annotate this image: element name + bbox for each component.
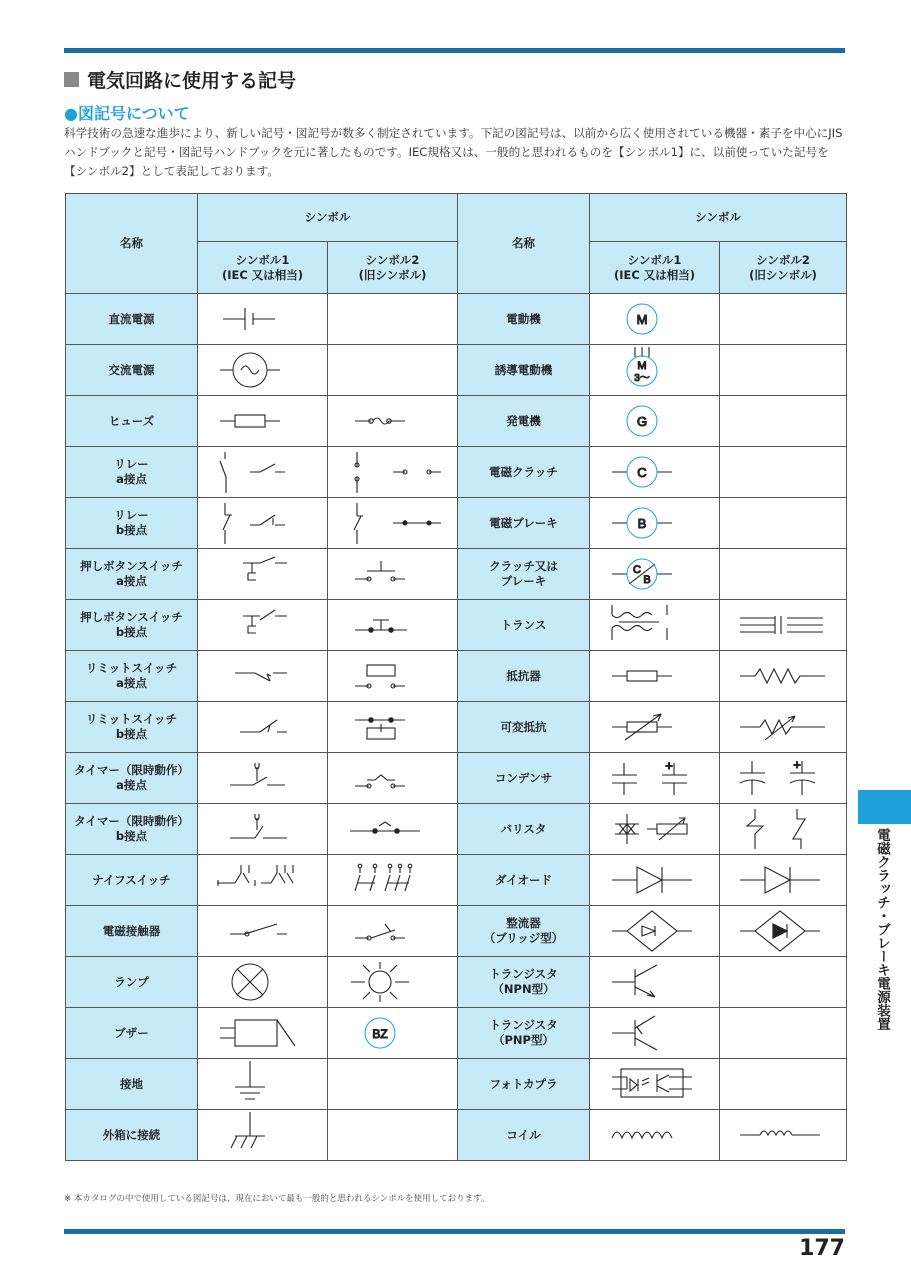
symbol1-cell-right — [590, 498, 720, 549]
table-row — [66, 1110, 847, 1161]
symbol-icon-relayB1 — [215, 498, 311, 548]
symbol-icon-pbB1 — [215, 600, 311, 650]
symbol1-cell-left — [198, 549, 328, 600]
table-row — [66, 396, 847, 447]
table-row — [66, 753, 847, 804]
table-row — [66, 1008, 847, 1059]
symbol-icon-coil2 — [735, 1110, 831, 1160]
symbol-icon-cap1 — [607, 753, 703, 803]
symbol1-cell-left — [198, 1059, 328, 1110]
symbol-icon-lsB1 — [215, 702, 311, 752]
side-tab-label: 電磁クラッチ・ブレーキ電源装置 — [874, 828, 890, 1031]
symbol-letter: BZ — [371, 1027, 388, 1041]
table-row — [66, 957, 847, 1008]
symbol-name-left: 直流電源 — [66, 294, 198, 345]
symbol2-cell-left — [328, 651, 458, 702]
symbol-name-left: 押しボタンスイッチ a接点 — [66, 549, 198, 600]
symbol-icon-diode2 — [735, 855, 831, 905]
header-symbol-left: シンボル — [198, 194, 458, 242]
header-symbol2-left: シンボル2 (旧シンボル) — [328, 242, 458, 294]
symbol-name-left: リミットスイッチ a接点 — [66, 651, 198, 702]
symbol1-cell-right — [590, 804, 720, 855]
symbol1-cell-left — [198, 396, 328, 447]
symbol-letter: B — [637, 516, 646, 531]
symbol-icon-lamp2 — [345, 957, 441, 1007]
symbol2-cell-right — [720, 1110, 847, 1161]
symbol-icon-tmB2 — [345, 804, 441, 854]
header-name-right: 名称 — [458, 194, 590, 294]
symbol-name-right: コイル — [458, 1110, 590, 1161]
symbol-name-left: リミットスイッチ b接点 — [66, 702, 198, 753]
symbol-icon-fuse1 — [215, 396, 311, 446]
symbol-icon-res2 — [735, 651, 831, 701]
symbol-icon-cap2 — [735, 753, 831, 803]
header-symbol-right: シンボル — [590, 194, 847, 242]
symbol-icon-pnp — [607, 1008, 703, 1058]
symbol-icon-coil1 — [607, 1110, 703, 1160]
section-subtitle: ●図記号について — [64, 104, 190, 123]
symbol2-cell-left — [328, 753, 458, 804]
symbol1-cell-left — [198, 651, 328, 702]
symbol2-cell-right — [720, 294, 847, 345]
symbol-name-left: 接地 — [66, 1059, 198, 1110]
symbol2-cell-left — [328, 294, 458, 345]
page-title — [64, 66, 296, 93]
bottom-rule — [64, 1229, 845, 1234]
symbol-table-body — [66, 294, 847, 1161]
symbol-name-left: 交流電源 — [66, 345, 198, 396]
symbol2-cell-left — [328, 1110, 458, 1161]
symbol2-cell-left — [328, 702, 458, 753]
symbol1-cell-right — [590, 651, 720, 702]
symbol-name-right: 誘導電動機 — [458, 345, 590, 396]
symbol1-cell-left — [198, 294, 328, 345]
symbol-icon-relayA2 — [345, 447, 441, 497]
symbol-icon-bridge1 — [607, 906, 703, 956]
symbol2-cell-right — [720, 753, 847, 804]
symbol-name-right: バリスタ — [458, 804, 590, 855]
symbol2-cell-left — [328, 957, 458, 1008]
symbol1-cell-left — [198, 1110, 328, 1161]
symbol-name-left: ナイフスイッチ — [66, 855, 198, 906]
symbol-icon-generator — [607, 396, 703, 446]
symbol1-cell-right — [590, 1110, 720, 1161]
symbol-icon-pbB2 — [345, 600, 441, 650]
symbol-name-left: 押しボタンスイッチ b接点 — [66, 600, 198, 651]
symbol1-cell-right — [590, 753, 720, 804]
symbol-icon-relayA1 — [215, 447, 311, 497]
symbol-icon-buzzer1 — [215, 1008, 311, 1058]
table-row — [66, 294, 847, 345]
symbol-name-right: トランジスタ （NPN型） — [458, 957, 590, 1008]
symbol1-cell-left — [198, 345, 328, 396]
symbol2-cell-left — [328, 855, 458, 906]
symbol-icon-lsA2 — [345, 651, 441, 701]
symbol-name-right: コンデンサ — [458, 753, 590, 804]
symbol2-cell-left — [328, 804, 458, 855]
symbol-icon-tmA1 — [215, 753, 311, 803]
symbol2-cell-left — [328, 600, 458, 651]
symbol-letter: C — [636, 465, 647, 480]
symbol2-cell-right — [720, 804, 847, 855]
symbol-name-left: ヒューズ — [66, 396, 198, 447]
symbol-icon-case1 — [215, 1110, 311, 1160]
symbol-icon-var2 — [735, 804, 831, 854]
symbol-icon-ground1 — [215, 1059, 311, 1109]
symbol-name-left: リレー b接点 — [66, 498, 198, 549]
table-row — [66, 906, 847, 957]
symbol-letter: G — [636, 414, 647, 429]
symbol-icon-lsB2 — [345, 702, 441, 752]
symbol1-cell-right — [590, 294, 720, 345]
symbol1-cell-right — [590, 396, 720, 447]
symbol-icon-pbA1 — [215, 549, 311, 599]
symbol-letter: M — [636, 312, 647, 327]
symbol-name-right: 電磁ブレーキ — [458, 498, 590, 549]
symbol1-cell-right — [590, 855, 720, 906]
page-title-text: 電気回路に使用する記号 — [87, 70, 297, 92]
symbol-icon-induction — [607, 345, 703, 395]
symbol2-cell-left — [328, 906, 458, 957]
symbol-name-right: トランス — [458, 600, 590, 651]
table-row — [66, 345, 847, 396]
symbol2-cell-right — [720, 651, 847, 702]
symbol2-cell-right — [720, 447, 847, 498]
symbol1-cell-left — [198, 753, 328, 804]
symbol-icon-trans2 — [735, 600, 831, 650]
symbol-name-right: 電動機 — [458, 294, 590, 345]
table-row — [66, 498, 847, 549]
symbol1-cell-right — [590, 345, 720, 396]
symbol-icon-bridge2 — [735, 906, 831, 956]
table-row — [66, 702, 847, 753]
symbol1-cell-left — [198, 855, 328, 906]
table-row — [66, 447, 847, 498]
symbol2-cell-right — [720, 855, 847, 906]
symbol2-cell-left — [328, 1059, 458, 1110]
symbol-name-left: ブザー — [66, 1008, 198, 1059]
symbol-icon-vr2 — [735, 702, 831, 752]
symbol2-cell-right — [720, 906, 847, 957]
symbol-icon-relayB2 — [345, 498, 441, 548]
symbol1-cell-left — [198, 804, 328, 855]
symbol-icon-motor — [607, 294, 703, 344]
symbol1-cell-left — [198, 600, 328, 651]
symbol-name-right: トランジスタ （PNP型） — [458, 1008, 590, 1059]
symbol-name-right: 整流器 （ブリッジ型） — [458, 906, 590, 957]
symbol-icon-clutch — [607, 447, 703, 497]
symbol2-cell-right — [720, 549, 847, 600]
symbol-name-left: リレー a接点 — [66, 447, 198, 498]
symbol2-cell-right — [720, 702, 847, 753]
symbol1-cell-right — [590, 549, 720, 600]
symbol-name-right: ダイオード — [458, 855, 590, 906]
symbol-icon-trans1 — [607, 600, 703, 650]
symbol-name-left: ランプ — [66, 957, 198, 1008]
symbol-icon-knife1 — [215, 855, 311, 905]
symbol-name-right: 発電機 — [458, 396, 590, 447]
symbol1-cell-right — [590, 1059, 720, 1110]
symbol1-cell-right — [590, 957, 720, 1008]
symbol-icon-pbA2 — [345, 549, 441, 599]
table-row — [66, 1059, 847, 1110]
square-bullet-icon — [64, 72, 79, 87]
table-row — [66, 855, 847, 906]
symbol2-cell-right — [720, 345, 847, 396]
symbol-icon-tmA2 — [345, 753, 441, 803]
top-rule — [64, 48, 845, 53]
symbol-letter: + — [793, 757, 801, 772]
symbol-icon-var1 — [607, 804, 703, 854]
symbol1-cell-right — [590, 447, 720, 498]
symbol1-cell-right — [590, 702, 720, 753]
table-row — [66, 549, 847, 600]
symbol-name-right: クラッチ又は ブレーキ — [458, 549, 590, 600]
symbol-icon-mc1 — [215, 906, 311, 956]
symbol1-cell-right — [590, 906, 720, 957]
symbol-icon-photo — [607, 1059, 703, 1109]
symbol2-cell-left — [328, 549, 458, 600]
header-symbol1-right: シンボル1 (IEC 又は相当) — [590, 242, 720, 294]
symbol-icon-cb — [607, 549, 703, 599]
symbol1-cell-left — [198, 447, 328, 498]
symbol1-cell-left — [198, 1008, 328, 1059]
footnote: ※ 本カタログの中で使用している図記号は、現在において最も一般的と思われるシンボルを使用しております。 — [64, 1194, 490, 1204]
symbol2-cell-right — [720, 1059, 847, 1110]
symbol1-cell-right — [590, 600, 720, 651]
symbol2-cell-left — [328, 447, 458, 498]
symbol-name-left: タイマー（限時動作） a接点 — [66, 753, 198, 804]
symbol-icon-npn — [607, 957, 703, 1007]
symbol1-cell-left — [198, 906, 328, 957]
symbol-icon-fuse2 — [345, 396, 441, 446]
intro-paragraph: 科学技術の急速な進歩により、新しい記号・図記号が数多く制定されています。下記の図記号は、以前から広く使用されている機器・素子を中心にJISハンドブックと記号・図記号ハンドブックを元に著したものです。IEC規格又は、一般的と思われるものを【シンボル1】に、以前使っていた記号を【シンボル2】として表記しております。 — [64, 126, 843, 178]
symbol-icon-diode1 — [607, 855, 703, 905]
symbol-icon-ac1 — [215, 345, 311, 395]
symbol2-cell-right — [720, 957, 847, 1008]
symbol-name-right: フォトカプラ — [458, 1059, 590, 1110]
symbol-icon-lamp1 — [215, 957, 311, 1007]
header-symbol1-left: シンボル1 (IEC 又は相当) — [198, 242, 328, 294]
symbol-icon-lsA1 — [215, 651, 311, 701]
symbol1-cell-left — [198, 702, 328, 753]
table-row — [66, 804, 847, 855]
symbol2-cell-right — [720, 498, 847, 549]
header-name-left: 名称 — [66, 194, 198, 294]
table-row — [66, 651, 847, 702]
symbol1-cell-right — [590, 1008, 720, 1059]
symbol2-cell-right — [720, 1008, 847, 1059]
symbol-name-right: 電磁クラッチ — [458, 447, 590, 498]
symbol-icon-dc1 — [215, 294, 311, 344]
symbol2-cell-left — [328, 1008, 458, 1059]
symbol-icon-brake — [607, 498, 703, 548]
symbol-letter: 3〜 — [633, 373, 650, 384]
side-tab-marker — [858, 790, 911, 824]
symbol-name-left: 電磁接触器 — [66, 906, 198, 957]
symbol2-cell-right — [720, 396, 847, 447]
symbol1-cell-left — [198, 957, 328, 1008]
symbol-name-left: 外箱に接続 — [66, 1110, 198, 1161]
symbol-letter: + — [664, 758, 673, 773]
symbol-letter: C — [632, 564, 641, 576]
symbol2-cell-right — [720, 600, 847, 651]
symbol-icon-vr1 — [607, 702, 703, 752]
symbol-name-right: 可変抵抗 — [458, 702, 590, 753]
symbol2-cell-left — [328, 498, 458, 549]
table-row — [66, 600, 847, 651]
symbol-icon-buzzer2 — [345, 1008, 441, 1058]
symbol-icon-knife2 — [345, 855, 441, 905]
symbol-icon-res1 — [607, 651, 703, 701]
symbol2-cell-left — [328, 345, 458, 396]
symbol-table — [65, 193, 847, 1161]
symbol-icon-tmB1 — [215, 804, 311, 854]
symbol-letter: B — [642, 574, 651, 586]
header-symbol2-right: シンボル2 (旧シンボル) — [720, 242, 847, 294]
symbol2-cell-left — [328, 396, 458, 447]
symbol-letter: M — [636, 360, 647, 372]
symbol1-cell-left — [198, 498, 328, 549]
symbol-name-right: 抵抗器 — [458, 651, 590, 702]
symbol-name-left: タイマー（限時動作） b接点 — [66, 804, 198, 855]
page-number: 177 — [799, 1236, 845, 1261]
symbol-icon-mc2 — [345, 906, 441, 956]
